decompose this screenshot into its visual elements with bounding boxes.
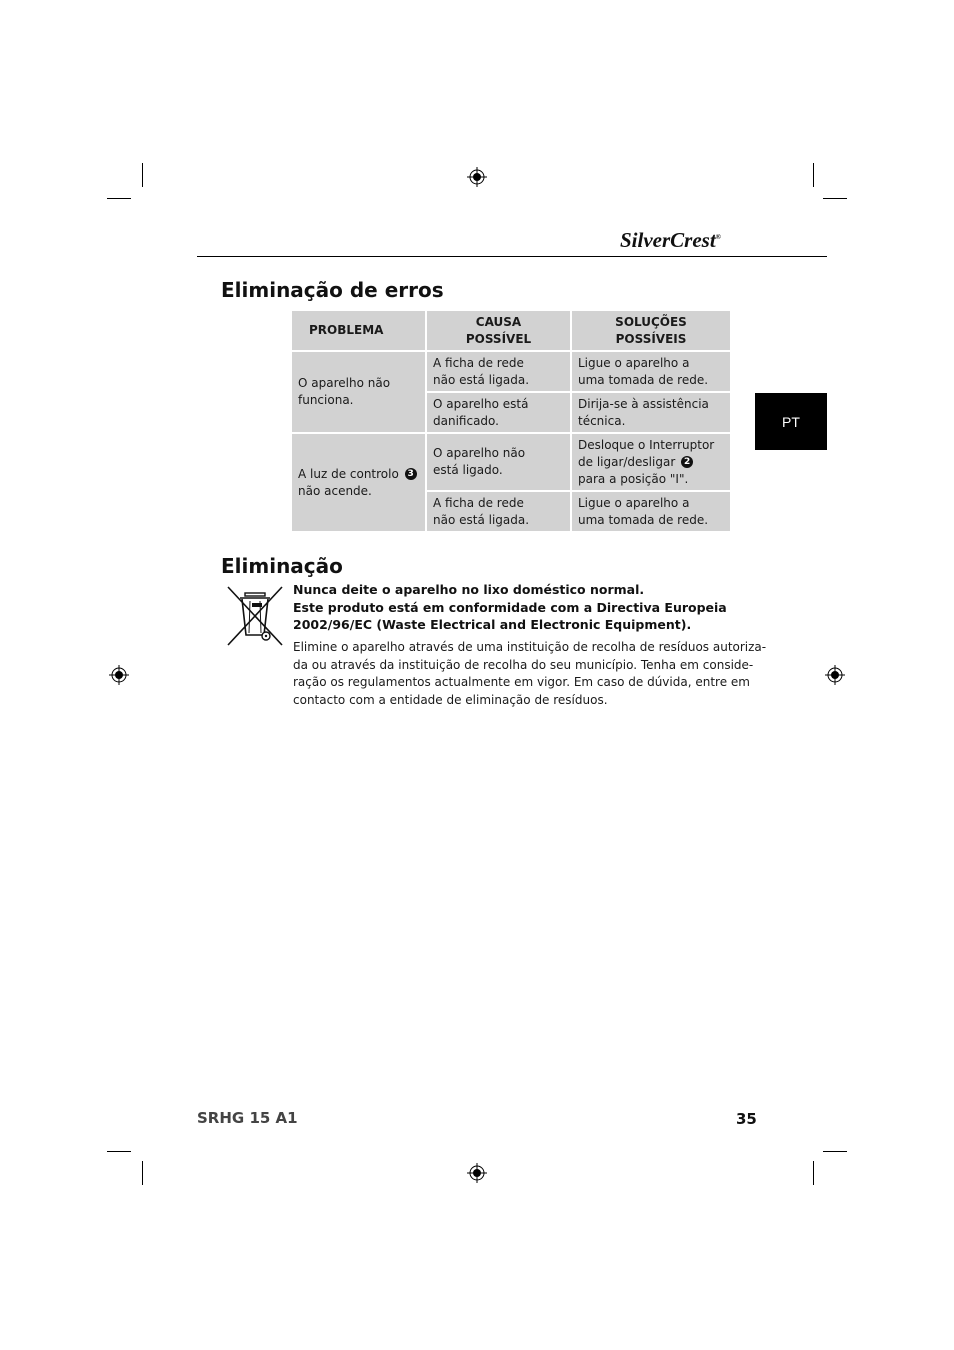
crop-mark	[823, 1151, 847, 1152]
table-row	[291, 433, 731, 491]
registration-mark-icon	[467, 167, 487, 187]
problem-cell: O aparelho não funciona.	[291, 351, 426, 433]
crop-mark	[107, 1151, 131, 1152]
header-cause: CAUSA POSSÍVEL	[426, 310, 571, 351]
problem-cell: A luz de controlo 3 não acende.	[291, 433, 426, 532]
crop-mark	[107, 198, 131, 199]
cause-cell: O aparelho está danificado.	[426, 392, 571, 433]
header-solution: SOLUÇÕES POSSÍVEIS	[571, 310, 731, 351]
disposal-title: Eliminação	[221, 554, 343, 578]
page-number: 35	[736, 1110, 757, 1128]
part-number-badge: 2	[681, 456, 693, 468]
cause-cell: A ficha de rede não está ligada.	[426, 491, 571, 532]
crop-mark	[142, 1161, 143, 1185]
troubleshooting-title: Eliminação de erros	[221, 278, 444, 302]
language-tab: PT	[755, 393, 827, 450]
troubleshooting-table	[290, 309, 732, 533]
cause-cell: A ficha de rede não está ligada.	[426, 351, 571, 392]
header-problem: PROBLEMA	[291, 310, 426, 351]
disposal-instructions: Elimine o aparelho através de uma instituição de recolha de resíduos autoriza- da ou através da instituição de recolha do seu município. Tenha em conside- ração os regulamentos actualmente em vigor. Em caso de dúvida, entre em contacto com a entidade de eliminação de resíduos.	[293, 640, 767, 707]
weee-crossed-bin-icon	[226, 585, 284, 647]
crop-mark	[142, 163, 143, 187]
crop-mark	[813, 163, 814, 187]
crop-mark	[823, 198, 847, 199]
model-number: SRHG 15 A1	[197, 1109, 298, 1127]
solution-cell: Ligue o aparelho a uma tomada de rede.	[571, 351, 731, 392]
registration-mark-icon	[467, 1163, 487, 1183]
table-header-row	[291, 310, 731, 351]
header-rule	[197, 256, 827, 257]
solution-cell: Dirija-se à assistência técnica.	[571, 392, 731, 433]
crop-mark	[813, 1161, 814, 1185]
part-number-badge: 3	[405, 468, 417, 480]
cause-cell: O aparelho não está ligado.	[426, 433, 571, 491]
registration-mark-icon	[825, 665, 845, 685]
table-row	[291, 351, 731, 392]
solution-cell: Ligue o aparelho a uma tomada de rede.	[571, 491, 731, 532]
registration-mark-icon	[109, 665, 129, 685]
solution-cell: Desloque o Interruptor de ligar/desligar 2 para a posição "I".	[571, 433, 731, 491]
disposal-warning: Nunca deite o aparelho no lixo doméstico normal. Este produto está em conformidade com a Directiva Europeia 2002/96/EC (Waste Electrical and Electronic Equipment).	[293, 582, 727, 632]
brand-logo: SilverCrest®	[620, 228, 721, 252]
